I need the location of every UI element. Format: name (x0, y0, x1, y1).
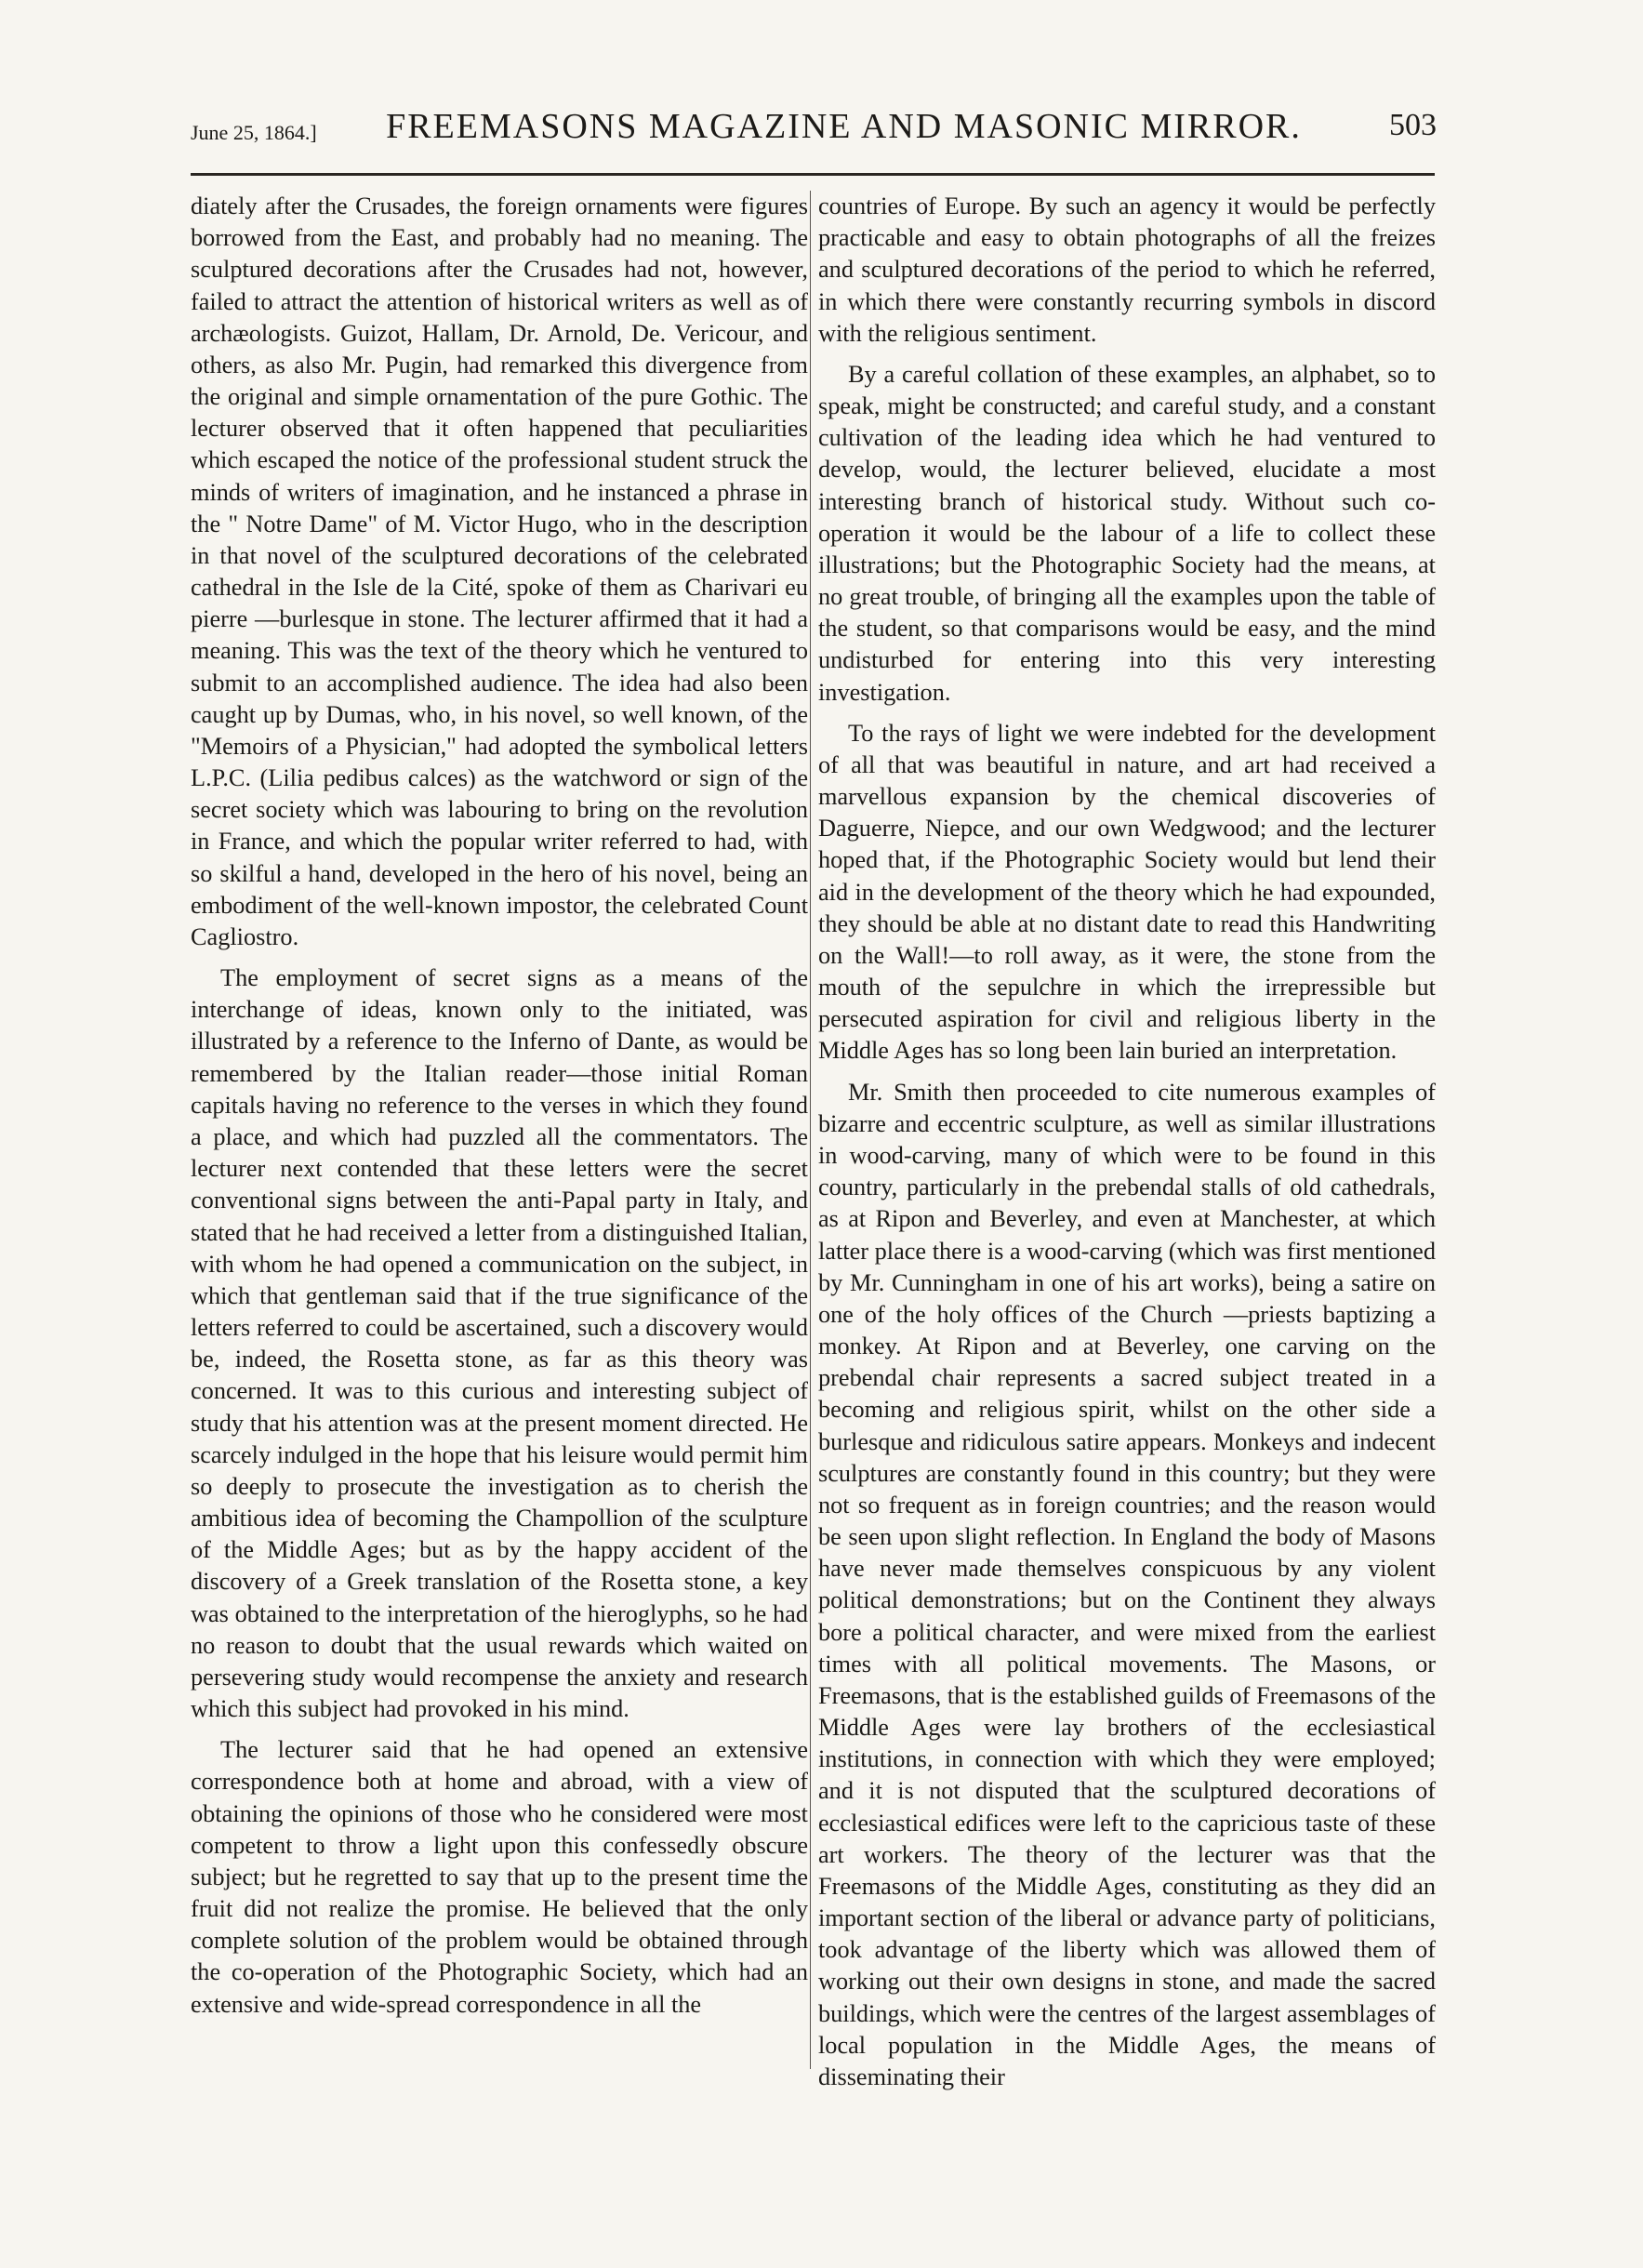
left-column (191, 191, 808, 2030)
paragraph: To the rays of light we were indebted for the development of all that was beautiful in nature, and art had received a marvellous expansion by the chemical discoveries of Daguerre, Niepce, and our own Wedgwood; and the lecturer hoped that, if the Photographic Society would but lend their aid in the development of the theory which he had expounded, they should be able at no distant date to read this Handwriting on the Wall!—to roll away, as it were, the stone from the mouth of the sepulchre in which the irrepressible but persecuted aspiration for civil and religious liberty in the Middle Ages has so long been lain buried an interpretation. (818, 719, 1436, 1065)
paragraph: The lecturer said that he had opened an extensive correspondence both at home and abroad, with a view of obtaining the opinions of those who he considered were most competent to throw a light upon this confessedly obscure subject; but he regretted to say that up to the present time the fruit did not realize the promise. He believed that the only complete solution of the problem would be obtained through the co-operation of the Photographic Society, which had an extensive and wide-spread correspondence in all the (191, 1736, 808, 2018)
page-number: 503 (1389, 108, 1437, 142)
paragraph: By a careful collation of these examples, an alphabet, so to speak, might be constructed; and careful study, and a constant cultivation of the leading idea which he had ventured to develop, would, the lecturer believed, elucidate a most interesting branch of historical study. Without such co-operation it would be the labour of a life to collect these illustrations; but the Photographic Society had the means, at no great trouble, of bringing all the examples upon the table of the student, so that comparisons would be easy, and the mind undisturbed for entering into this very interesting investigation. (818, 360, 1436, 706)
issue-date: June 25, 1864.] (191, 121, 317, 144)
paragraph: countries of Europe. By such an agency it would be perfectly practicable and easy to obtain photographs of all the freizes and sculptured decorations of the period to which he referred, in which there were constantly recurring symbols in discord with the religious sentiment. (818, 192, 1436, 347)
header-rule (191, 173, 1435, 176)
paragraph: diately after the Crusades, the foreign ornaments were figures borrowed from the East, and probably had no meaning. The sculptured decorations after the Crusades had not, however, failed to attract the attention of historical writers as well as of archæologists. Guizot, Hallam, Dr. Arnold, De. Vericour, and others, as also Mr. Pugin, had remarked this divergence from the original and simple ornamentation of the pure Gothic. The lecturer observed that it often happened that peculiarities which escaped the notice of the professional student struck the minds of writers of imagination, and he instanced a phrase in the " Notre Dame" of M. Victor Hugo, who in the description in that novel of the sculptured decorations of the celebrated cathedral in the Isle de la Cité, spoke of them as Charivari eu pierre —burlesque in stone. The lecturer affirmed that it had a meaning. This was the text of the theory which he ventured to submit to an accomplished audience. The idea had also been caught up by Dumas, who, in his novel, so well known, of the "Memoirs of a Physician," had adopted the symbolical letters L.P.C. (Lilia pedibus calces) as the watchword or sign of the secret society which was labouring to bring on the revolution in France, and which the popular writer referred to had, with so skilful a hand, developed in the hero of his novel, being an embodiment of the well-known impostor, the celebrated Count Cagliostro. (191, 192, 808, 950)
publication-title: FREEMASONS MAGAZINE AND MASONIC MIRROR. (386, 107, 1302, 146)
right-column (818, 191, 1436, 2102)
page-header (191, 102, 1437, 158)
paragraph: Mr. Smith then proceeded to cite numerous examples of bizarre and eccentric sculpture, as well as similar illustrations in wood-carving, many of which were to be found in this country, particularly in the prebendal stalls of old cathedrals, as at Ripon and Beverley, and even at Manchester, at which latter place there is a wood-carving (which was first mentioned by Mr. Cunningham in one of his art works), being a satire on one of the holy offices of the Church —priests baptizing a monkey. At Ripon and at Beverley, one carving on the prebendal chair represents a sacred subject treated in a becoming and religious spirit, whilst on the other side a burlesque and ridiculous satire appears. Monkeys and indecent sculptures are constantly found in this country; but they were not so frequent as in foreign countries; and the reason would be seen upon slight reflection. In England the body of Masons have never made themselves conspicuous by any violent political demonstrations; but on the Continent they always bore a political character, and were mixed from the earliest times with all political movements. The Masons, or Freemasons, that is the established guilds of Freemasons of the Middle Ages were lay brothers of the ecclesiastical institutions, in connection with which they were employed; and it is not disputed that the sculptured decorations of ecclesiastical edifices were left to the capricious taste of these art workers. The theory of the lecturer was that the Freemasons of the Middle Ages, constituting as they did an important section of the liberal or advance party of politicians, took advantage of the liberty which was allowed them of working out their own designs in stone, and made the sacred buildings, which were the centres of the largest assemblages of local population in the Middle Ages, the means of disseminating their (818, 1078, 1436, 2090)
paragraph: The employment of secret signs as a means of the interchange of ideas, known only to the initiated, was illustrated by a reference to the Inferno of Dante, as would be remembered by the Italian reader—those initial Roman capitals having no reference to the verses in which they found a place, and which had puzzled all the commentators. The lecturer next contended that these letters were the secret conventional signs between the anti-Papal party in Italy, and stated that he had received a letter from a distinguished Italian, with whom he had opened a communication on the subject, in which that gentleman said that if the true significance of the letters referred to could be ascertained, such a discovery would be, indeed, the Rosetta stone, as far as this theory was concerned. It was to this curious and interesting subject of study that his attention was at the present moment directed. He scarcely indulged in the hope that his leisure would permit him so deeply to prosecute the investigation as to cherish the ambitious idea of becoming the Champollion of the sculpture of the Middle Ages; but as by the happy accident of the discovery of a Greek translation of the Rosetta stone, a key was obtained to the interpretation of the hieroglyphs, so he had no reason to doubt that the usual rewards which waited on persevering study would recompense the anxiety and research which this subject had provoked in his mind. (191, 964, 808, 1723)
column-divider (810, 191, 811, 2069)
